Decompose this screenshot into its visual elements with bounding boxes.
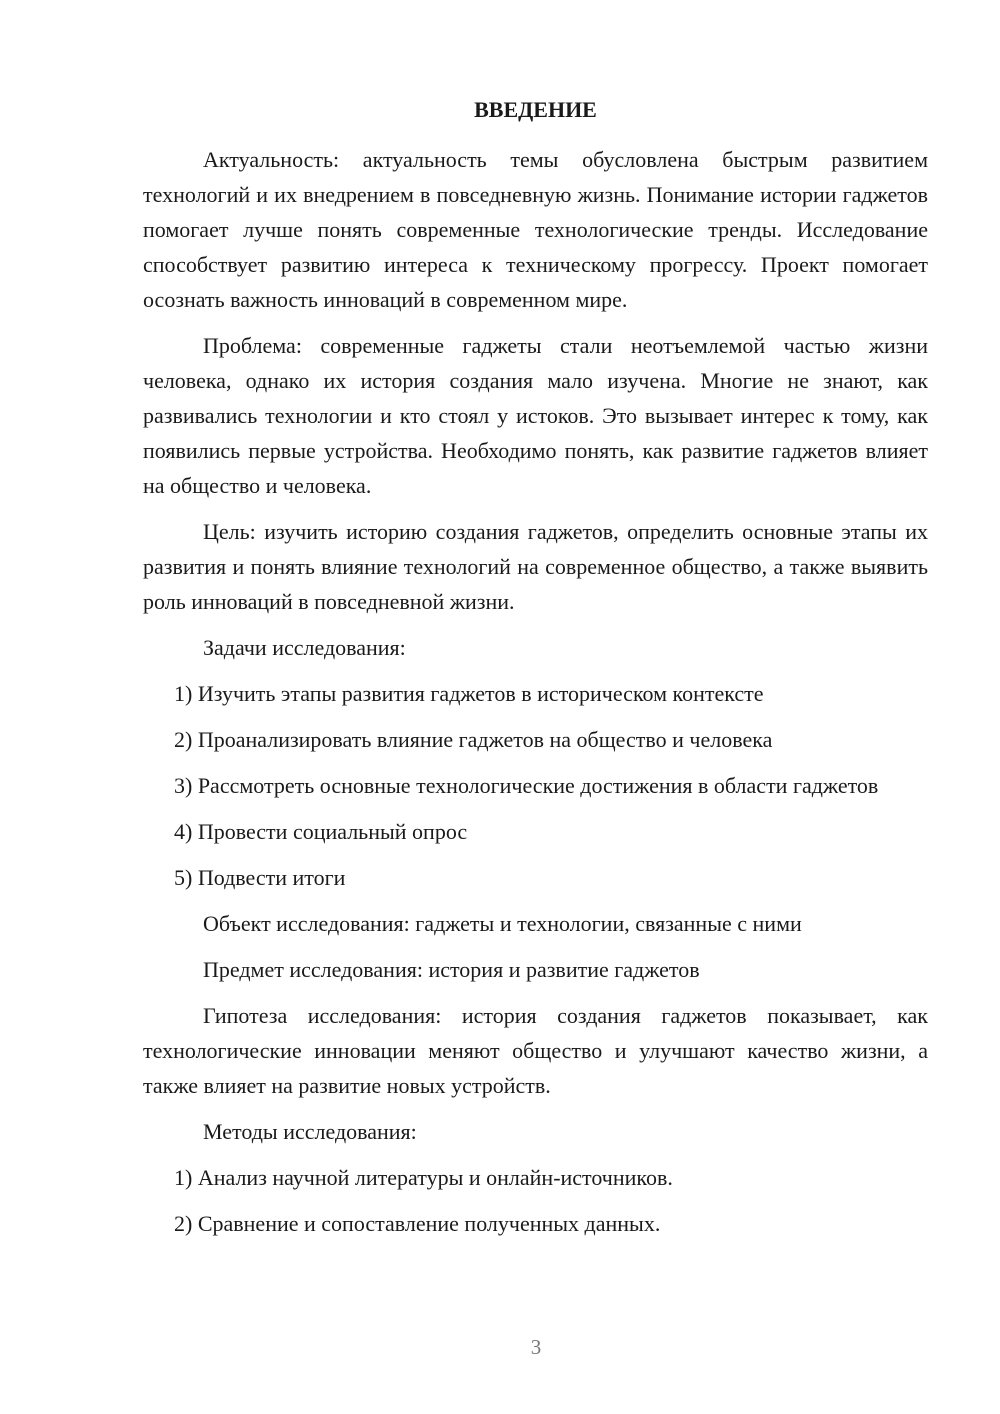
document-page <box>143 92 928 1252</box>
tasks-heading: Задачи исследования: <box>203 635 406 660</box>
task-item: 1) Изучить этапы развития гаджетов в историческом контексте <box>174 681 764 706</box>
method-item: 2) Сравнение и сопоставление полученных данных. <box>174 1211 661 1236</box>
method-item: 1) Анализ научной литературы и онлайн-источников. <box>174 1165 673 1190</box>
research-object: Объект исследования: гаджеты и технологии, связанные с ними <box>203 911 802 936</box>
task-item: 4) Провести социальный опрос <box>174 819 468 844</box>
hypothesis-paragraph: Гипотеза исследования: история создания гаджетов показывает, как технологические инновации меняют общество и улучшают качество жизни, а также влияет на развитие новых устройств. <box>143 1003 928 1098</box>
task-item: 5) Подвести итоги <box>174 865 346 890</box>
task-item: 2) Проанализировать влияние гаджетов на общество и человека <box>174 727 773 752</box>
page-title: ВВЕДЕНИЕ <box>474 97 597 122</box>
problem-paragraph: Проблема: современные гаджеты стали неотъемлемой частью жизни человека, однако их история создания мало изучена. Многие не знают, как развивались технологии и кто стоял у истоков. Это вызывает интерес к тому, как появились первые устройства. Необходимо понять, как развитие гаджетов влияет на общество и человека. <box>143 333 928 498</box>
page-number: 3 <box>530 1335 542 1359</box>
research-subject: Предмет исследования: история и развитие гаджетов <box>203 957 700 982</box>
methods-heading: Методы исследования: <box>203 1119 417 1144</box>
relevance-paragraph: Актуальность: актуальность темы обусловлена быстрым развитием технологий и их внедрением в повседневную жизнь. Понимание истории гаджетов помогает лучше понять современные технологические тренды. Исследование способствует развитию интереса к техническому прогрессу. Проект помогает осознать важность инноваций в современном мире. <box>143 147 928 312</box>
goal-paragraph: Цель: изучить историю создания гаджетов, определить основные этапы их развития и понять влияние технологий на современное общество, а также выявить роль инноваций в повседневной жизни. <box>143 519 928 614</box>
task-item: 3) Рассмотреть основные технологические достижения в области гаджетов <box>174 773 879 798</box>
